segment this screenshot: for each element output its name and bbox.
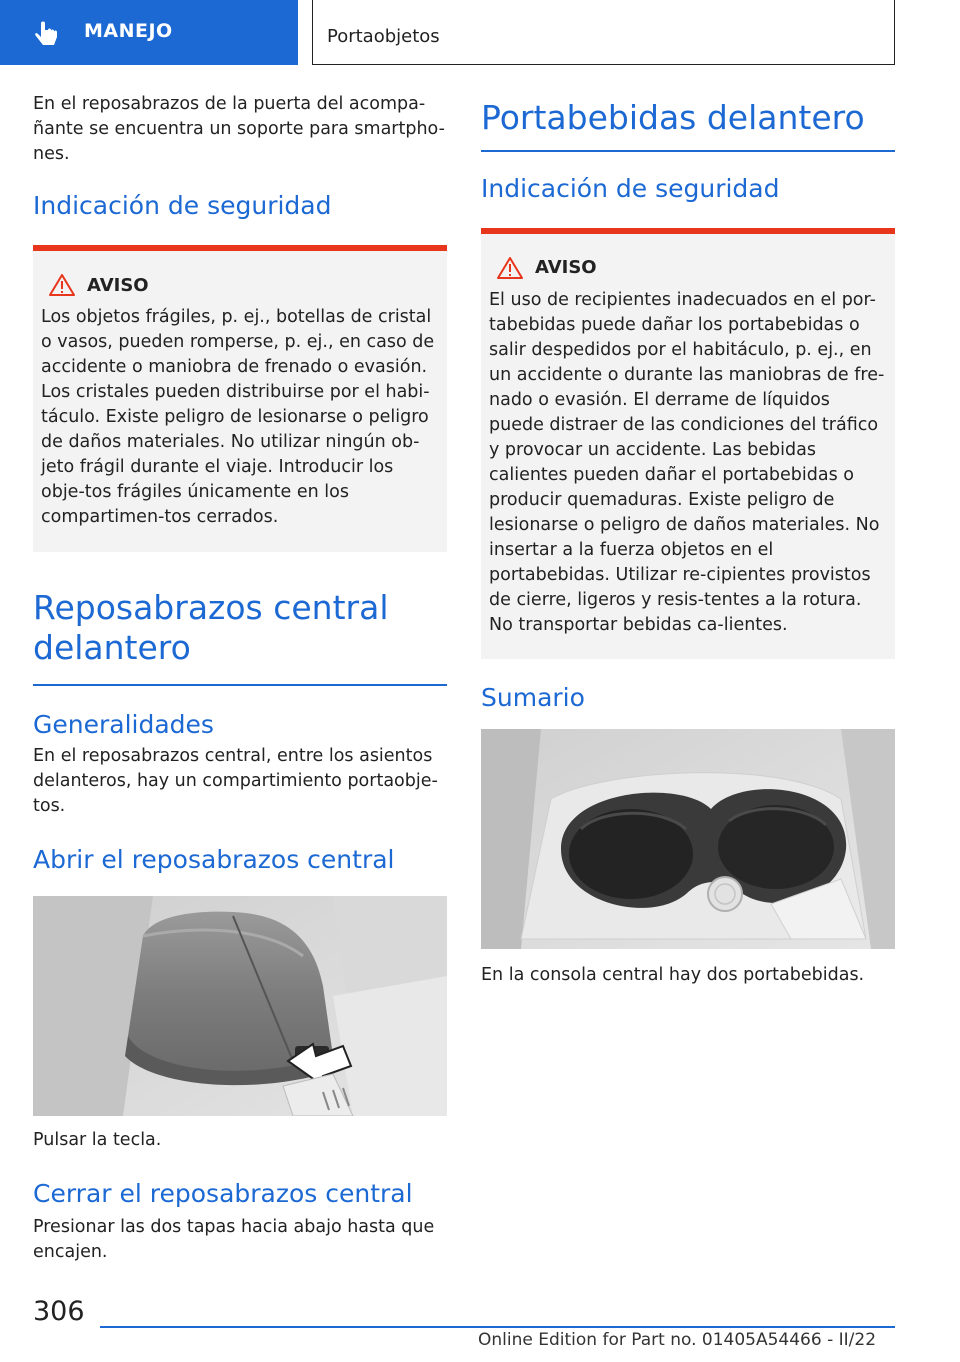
armrest-title-rule bbox=[33, 684, 447, 686]
open-armrest-heading: Abrir el reposabrazos central bbox=[33, 844, 395, 874]
general-paragraph: En el reposabrazos central, entre los asientos delanteros, hay un compartimiento portaobje-tos. bbox=[33, 745, 438, 816]
summary-caption: En la consola central hay dos portabebidas. bbox=[481, 964, 865, 985]
footer-rule bbox=[100, 1326, 895, 1328]
warning-text-left: Los objetos frágiles, p. ej., botellas de cristal o vasos, pueden romperse, p. ej., en caso de accidente o maniobra de frenado o evasión. Los cristales pueden distribuirse por el habi-táculo. Existe peligro de lesionarse o peligro de daños materiales. No utilizar ningún ob-jeto frágil durante el viaje. Introducir los obje-tos frágiles únicamente en los compartimen-tos cerrados. bbox=[41, 307, 435, 527]
warning-text-right: El uso de recipientes inadecuados en el por-tabebidas puede dañar los portabebidas o salir despedidos por el habitáculo, p. ej., en un accidente o durante las maniobras de fre-nado o evasión. El derrame de líquidos puede distraer de las condiciones del tráfico y provocar un accidente. Las bebidas calientes pueden dañar el portabebidas o producir quemaduras. Existe peligro de lesionarse o peligro de daños materiales. No insertar a la fuerza objetos en el portabebidas. Utilizar re-cipientes provistos de cierre, ligeros y resis-tentes a la rotura. No transportar bebidas ca-lientes. bbox=[489, 289, 885, 635]
summary-heading: Sumario bbox=[481, 682, 585, 712]
cupholder-title-rule bbox=[481, 150, 895, 152]
open-caption: Pulsar la tecla. bbox=[33, 1129, 162, 1150]
warning-label-left: AVISO bbox=[87, 274, 149, 296]
close-armrest-heading: Cerrar el reposabrazos central bbox=[33, 1178, 413, 1208]
edition-label: Online Edition for Part no. 01405A54466 - II/22 bbox=[478, 1330, 877, 1350]
armrest-photo bbox=[33, 896, 447, 1116]
cupholder-photo bbox=[481, 729, 895, 949]
hand-pointer-icon bbox=[32, 20, 62, 50]
warning-title-right bbox=[497, 256, 887, 280]
intro-paragraph: En el reposabrazos de la puerta del acompa-ñante se encuentra un soporte para smartpho-nes. bbox=[33, 94, 445, 164]
safety-heading-left: Indicación de seguridad bbox=[33, 191, 332, 220]
section-tab bbox=[0, 0, 298, 65]
warning-box-right bbox=[481, 234, 895, 659]
warning-triangle-icon bbox=[49, 273, 75, 297]
cupholder-section-title: Portabebidas delantero bbox=[481, 98, 865, 137]
section-label: MANEJO bbox=[84, 20, 173, 42]
warning-title-left bbox=[49, 273, 439, 297]
warning-label-right: AVISO bbox=[535, 257, 597, 278]
armrest-illustration bbox=[33, 896, 447, 1116]
chapter-header bbox=[312, 0, 895, 65]
warning-box-left bbox=[33, 251, 447, 552]
page-number: 306 bbox=[33, 1296, 85, 1327]
warning-triangle-icon bbox=[497, 256, 523, 280]
chapter-title: Portaobjetos bbox=[327, 26, 440, 47]
general-heading: Generalidades bbox=[33, 709, 214, 739]
safety-heading-right: Indicación de seguridad bbox=[481, 173, 780, 203]
close-paragraph: Presionar las dos tapas hacia abajo hasta que encajen. bbox=[33, 1216, 435, 1262]
cupholder-illustration bbox=[481, 729, 895, 949]
right-column bbox=[481, 92, 895, 988]
armrest-section-title: Reposabrazos central delantero bbox=[33, 588, 389, 667]
left-column bbox=[33, 92, 447, 1265]
